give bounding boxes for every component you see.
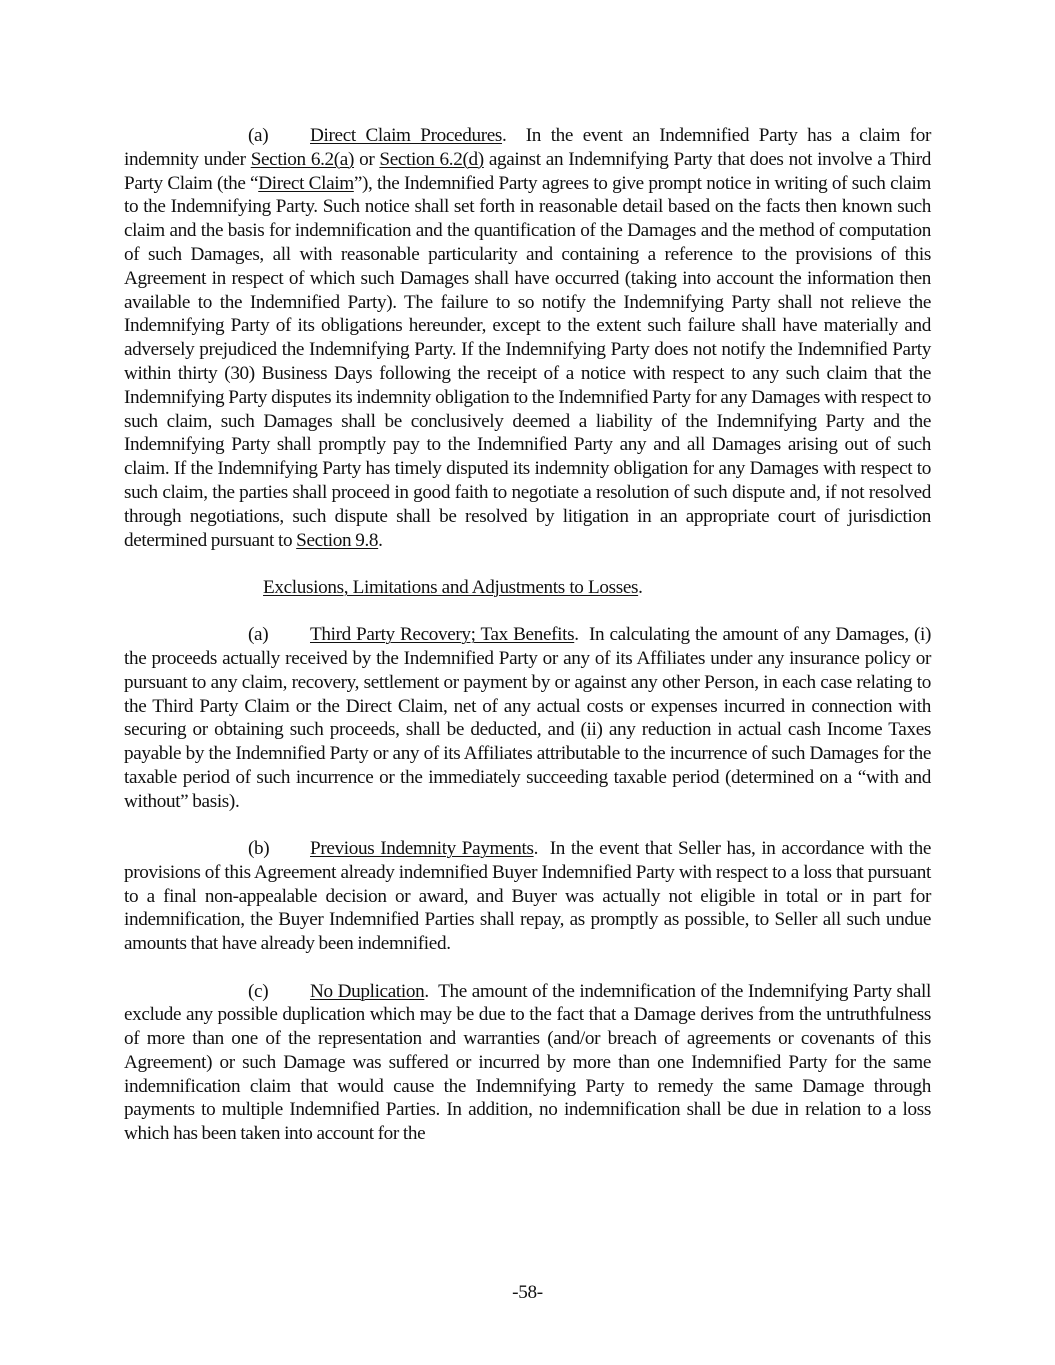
paragraph-no-duplication [124,980,931,1147]
heading-suffix: . [638,576,643,598]
clause-title: No Duplication [310,980,425,1002]
clause-text: In calculating the amount of any Damages, (i) the proceeds actually received by the Indemnified Party or any of its Affiliates under any insurance policy or pursuant to any claim, recovery, settlement or payment by or against any other Person, in each case relating to the Third Party Claim or the Direct Claim, net of any actual costs or expenses incurred in connection with securing or obtaining such proceeds, shall be deducted, and (ii) any reduction in actual cash Income Taxes payable by the Indemnified Party or any of its Affiliates attributable to the incurrence of such Damages for the taxable period of such incurrence or the immediately succeeding taxable period (determined on a “with and without” basis). [124,624,931,812]
clause-text: . [378,529,383,551]
clause-title: Direct Claim Procedures [310,125,503,146]
clause-text: In the event an Indemnified Party has a claim for indemnity under [124,125,931,170]
clause-label: (b) [248,838,270,860]
section-reference-link: Section 6.2(a) [250,148,355,170]
clause-label: (a) [248,624,269,646]
title-period: . [502,125,526,146]
clause-label: (c) [248,980,269,1002]
title-period: . [574,624,590,646]
defined-term: Direct Claim [258,172,354,194]
clause-text: ”), the Indemnified Party agrees to give prompt notice in writing of such claim to the Indemnifying Party. Such notice shall set forth in reasonable detail based on the facts then known such claim and the basis for indemnification and the quantification of the Damages and the method of computation of such Damages, all with reasonable particularity and containing a reference to the provisions of this Agreement in respect of which such Damages shall have occurred (taking into account the information then available to the Indemnified Party). The failure to so notify the Indemnifying Party shall not relieve the Indemnifying Party of its obligations hereunder, except to the extent such failure shall have materially and adversely prejudiced the Indemnifying Party. If the Indemnifying Party does not notify the Indemnified Party within thirty (30) Business Days following the receipt of a notice with respect to any such claim that the Indemnifying Party disputes its indemnity obligation to the Indemnified Party for any Damages with respect to such claim, such Damages shall be conclusively deemed a liability of the Indemnifying Party and the Indemnifying Party shall promptly pay to the Indemnified Party any and all Damages arising out of such claim. If the Indemnifying Party has timely disputed its indemnity obligation for any Damages with respect to such claim, the parties shall proceed in good faith to negotiate a resolution of such dispute and, if not resolved through negotiations, such dispute shall be resolved by litigation in an appropriate court of jurisdiction determined pursuant to [124,172,931,551]
clause-text: against an Indemnifying Party that does not involve a Third Party Claim (the “ [124,148,931,194]
title-period: . [533,838,550,860]
section-heading-exclusions [124,576,931,600]
paragraph-direct-claim-procedures [124,124,931,552]
clause-text: or [354,148,380,170]
clause-title: Third Party Recovery; Tax Benefits [310,624,575,646]
document-page [124,124,931,1146]
section-reference-link: Section 6.2(d) [379,148,484,170]
section-reference-link: Section 9.8 [296,529,379,551]
clause-text: In the event that Seller has, in accordance with the provisions of this Agreement already indemnified Buyer Indemnified Party with respect to a loss that pursuant to a final non-appealable decision or award, and Buyer was actually not eligible in total or in part for indemnification, the Buyer Indemnified Parties shall repay, as promptly as possible, to Seller all such undue amounts that have already been indemnified. [124,838,931,955]
page-number: -58- [512,1282,543,1303]
paragraph-previous-indemnity-payments [124,837,931,956]
heading-title: Exclusions, Limitations and Adjustments to Losses [263,576,639,598]
clause-text: The amount of the indemnification of the Indemnifying Party shall exclude any possible duplication which may be due to the fact that a Damage derives from the untruthfulness of more than one of the representation and warranties (and/or breach of agreements or covenants of this Agreement) or such Damage was suffered or incurred by more than one Indemnified Party for the same indemnification claim that would cause the Indemnifying Party to remedy the same Damage through payments to multiple Indemnified Parties. In addition, no indemnification shall be due in relation to a loss which has been taken into account for the [124,980,932,1145]
paragraph-third-party-recovery [124,623,931,813]
title-period: . [424,980,439,1002]
clause-title: Previous Indemnity Payments [310,838,534,860]
clause-label: (a) [248,125,269,146]
